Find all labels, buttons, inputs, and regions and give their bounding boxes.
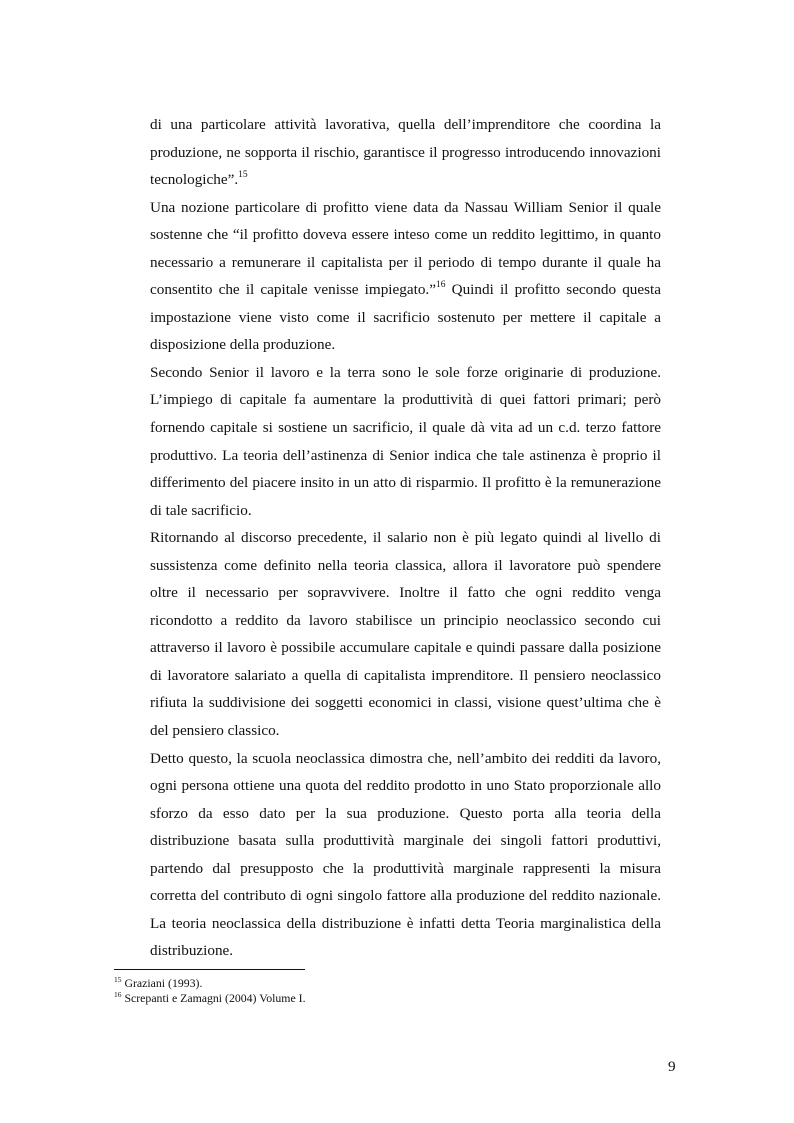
footnote-15-text: Graziani (1993). [124, 976, 203, 990]
paragraph-4-text: Ritornando al discorso precedente, il salario non è più legato quindi al livello di sussistenza come definito nella teoria classica, allora il lavoratore può spendere oltre il necessario per sopravvivere. Inoltre il fatto che ogni reddito venga ricondotto a reddito da lavoro stabilisce un principio neoclassico secondo cui attraverso il lavoro è possibile accumulare capitale e quindi passare dalla posizione di lavoratore salariato a quella di capitalista imprenditore. Il pensiero neoclassico rifiuta la suddivisione dei soggetti economici in classi, visione quest’ultima che è del pensiero classico. [150, 529, 661, 740]
body-text [150, 111, 661, 965]
paragraph-5 [150, 745, 661, 965]
paragraph-4 [150, 524, 661, 744]
paragraph-3 [150, 359, 661, 524]
footnote-ref-16[interactable]: 16 [435, 280, 446, 291]
footnote-divider [114, 969, 305, 970]
page-number: 9 [668, 1058, 676, 1075]
footnotes [114, 976, 674, 1006]
footnote-16-number: 16 [114, 990, 122, 1000]
footnote-16-text: Screpanti e Zamagni (2004) Volume I. [124, 991, 306, 1005]
footnote-15-number: 15 [114, 975, 122, 985]
paragraph-5-text: Detto questo, la scuola neoclassica dimostra che, nell’ambito dei redditi da lavoro, ogni persona ottiene una quota del reddito prodotto in uno Stato proporzionale allo sforzo da esso dato per la sua produzione. Questo porta alla teoria della distribuzione basata sulla produttività marginale dei singoli fattori produttivi, partendo dal presupposto che la produttività marginale rappresenti la misura corretta del contributo di ogni singolo fattore alla produzione del reddito nazionale. La teoria neoclassica della distribuzione è infatti detta Teoria marginalistica della distribuzione. [150, 749, 661, 960]
paragraph-2 [150, 194, 661, 359]
paragraph-3-text: Secondo Senior il lavoro e la terra sono le sole forze originarie di produzione. L’impiego di capitale fa aumentare la produttività di quei fattori primari; però fornendo capitale si sostiene un sacrificio, il quale dà vita ad un c.d. terzo fattore produttivo. La teoria dell’astinenza di Senior indica che tale astinenza è proprio il differimento del piacere insito in un atto di risparmio. Il profitto è la remunerazione di tale sacrificio. [150, 363, 661, 519]
paragraph-2-text: Una nozione particolare di profitto viene data da Nassau William Senior il quale sostenne che “il profitto doveva essere inteso come un reddito legittimo, in quanto necessario a remunerare il capitalista per il periodo di tempo durante il quale ha consentito che il capitale venisse impiegato.” [150, 198, 661, 299]
paragraph-1-text: di una particolare attività lavorativa, quella dell’imprenditore che coordina la produzione, ne sopporta il rischio, garantisce il progresso introducendo innovazioni tecnologiche”. [150, 116, 661, 189]
footnote-ref-15[interactable]: 15 [238, 170, 248, 181]
paragraph-2-continuation: Quindi il profitto secondo questa impostazione viene visto come il sacrificio sostenuto per mettere il capitale a disposizione della produzione. [150, 281, 662, 354]
footnote-15 [114, 976, 674, 991]
footnote-16 [114, 991, 674, 1006]
paragraph-1 [150, 111, 661, 194]
